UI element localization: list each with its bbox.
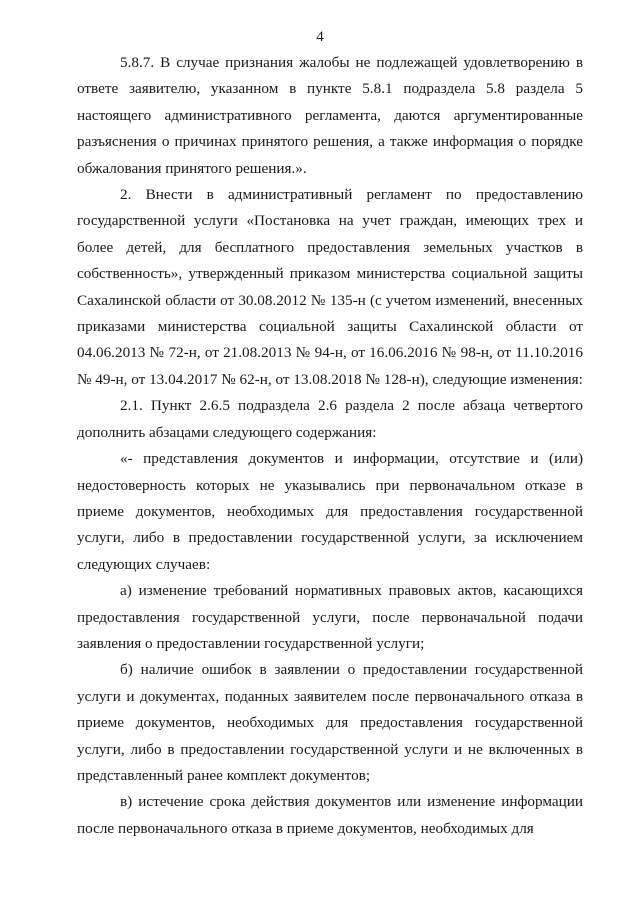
document-body xyxy=(77,50,583,842)
paragraph-item-2: 2. Внести в административный регламент по предоставлению государственной услуги «Постановка на учет граждан, имеющих трех и более детей, для бесплатного предоставления земельных участков в собственность», утвержденный приказом министерства социальной защиты Сахалинской области от 30.08.2012 № 135-н (с учетом изменений, внесенных приказами министерства социальной защиты Сахалинской области от 04.06.2013 № 72-н, от 21.08.2013 № 94-н, от 16.06.2016 № 98-н, от 11.10.2016 № 49-н, от 13.04.2017 № 62-н, от 13.08.2018 № 128-н), следующие изменения: xyxy=(77,186,583,388)
paragraph-quoted-dash: «- представления документов и информации, отсутствие и (или) недостоверность которых не указывались при первоначальном отказе в приеме документов, необходимых для предоставления государственной услуги, либо в предоставлении государственной услуги, за исключением следующих случаев: xyxy=(77,450,583,573)
paragraph-subitem-a: а) изменение требований нормативных правовых актов, касающихся предоставления государственной услуги, после первоначальной подачи заявления о предоставлении государственной услуги; xyxy=(77,582,583,652)
page-number: 4 xyxy=(316,29,324,45)
paragraph-item-2-1: 2.1. Пункт 2.6.5 подраздела 2.6 раздела 2 после абзаца четвертого дополнить абзацами следующего содержания: xyxy=(77,397,583,441)
paragraph-subitem-v: в) истечение срока действия документов или изменение информации после первоначального отказа в приеме документов, необходимых для xyxy=(77,793,583,837)
paragraph-subitem-b: б) наличие ошибок в заявлении о предоставлении государственной услуги и документах, поданных заявителем после первоначального отказа в приеме документов, необходимых для предоставления государственной услуги, либо в предоставлении государственной услуги и не включенных в представленный ранее комплект документов; xyxy=(77,661,583,784)
paragraph-5-8-7: 5.8.7. В случае признания жалобы не подлежащей удовлетворению в ответе заявителю, указанном в пункте 5.8.1 подраздела 5.8 раздела 5 настоящего административного регламента, даются аргументированные разъяснения о причинах принятого решения, а также информация о порядке обжалования принятого решения.». xyxy=(77,54,583,177)
